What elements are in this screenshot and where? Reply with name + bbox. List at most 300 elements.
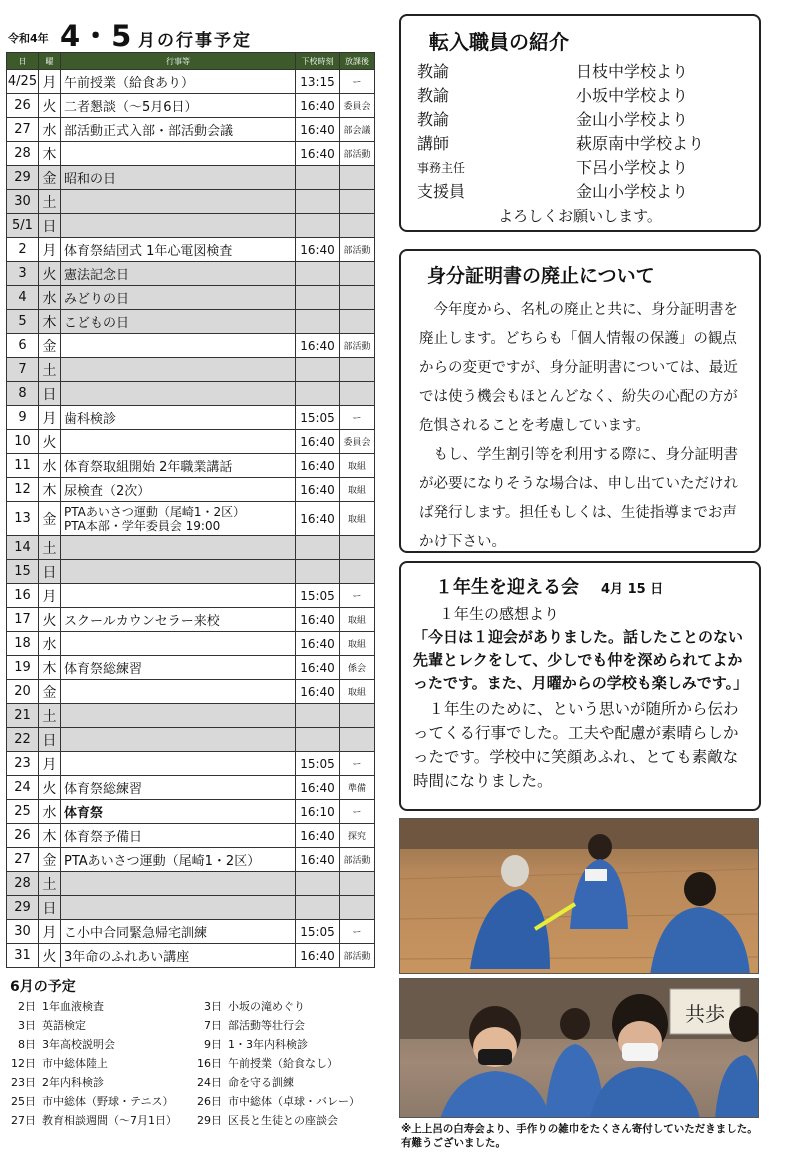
june-item — [192, 1074, 372, 1090]
schedule-event: 体育祭予備日 — [61, 824, 296, 848]
schedule-after-school: 取組 — [340, 502, 375, 536]
schedule-weekday: 火 — [39, 94, 61, 118]
header-event: 行事等 — [61, 53, 296, 70]
staff-previous-school: 下呂小学校より — [576, 158, 689, 177]
schedule-row — [7, 502, 375, 536]
schedule-dismissal-time: 13:15 — [296, 70, 340, 94]
june-item — [192, 1017, 372, 1033]
schedule-day: 19 — [7, 656, 39, 680]
schedule-weekday: 火 — [39, 776, 61, 800]
june-list — [6, 998, 376, 1128]
schedule-dismissal-time — [296, 262, 340, 286]
schedule-day: 21 — [7, 704, 39, 728]
june-item-date: 16日 — [197, 1057, 222, 1070]
schedule-table — [6, 52, 375, 968]
staff-closing: よろしくお願いします。 — [498, 207, 662, 225]
photo-students-game-drawing — [400, 819, 759, 974]
schedule-row — [7, 560, 375, 584]
schedule-event: スクールカウンセラー来校 — [61, 608, 296, 632]
schedule-event — [61, 896, 296, 920]
schedule-weekday: 木 — [39, 142, 61, 166]
schedule-row — [7, 704, 375, 728]
schedule-day: 18 — [7, 632, 39, 656]
schedule-row — [7, 214, 375, 238]
schedule-dismissal-time: 15:05 — [296, 920, 340, 944]
june-item-date: 9日 — [204, 1038, 222, 1051]
june-item-date: 25日 — [11, 1095, 36, 1108]
schedule-after-school: 部会議 — [340, 118, 375, 142]
staff-row — [401, 156, 759, 180]
schedule-day: 12 — [7, 478, 39, 502]
schedule-event — [61, 680, 296, 704]
welcome-title: １年生を迎える会 — [435, 577, 579, 598]
schedule-row — [7, 478, 375, 502]
june-item-text: 教育相談週間（～7月1日） — [42, 1114, 177, 1127]
staff-list — [401, 60, 759, 204]
schedule-weekday: 月 — [39, 752, 61, 776]
schedule-row — [7, 94, 375, 118]
schedule-row — [7, 70, 375, 94]
schedule-event: みどりの日 — [61, 286, 296, 310]
schedule-weekday: 水 — [39, 286, 61, 310]
welcome-date: 4月 15 日 — [601, 582, 664, 597]
schedule-day: 28 — [7, 872, 39, 896]
june-item — [192, 1112, 372, 1128]
schedule-weekday: 水 — [39, 800, 61, 824]
id-card-box — [399, 249, 761, 553]
schedule-body — [7, 70, 375, 968]
schedule-row — [7, 286, 375, 310]
schedule-weekday: 土 — [39, 536, 61, 560]
june-item-text: 1年血液検査 — [42, 1000, 104, 1013]
june-item — [6, 1017, 192, 1033]
schedule-weekday: 月 — [39, 238, 61, 262]
schedule-event: 体育祭取組開始 2年職業講話 — [61, 454, 296, 478]
schedule-dismissal-time: 16:40 — [296, 848, 340, 872]
schedule-dismissal-time: 16:40 — [296, 430, 340, 454]
staff-role: 教諭 — [417, 110, 450, 129]
june-item-text: 英語検定 — [42, 1019, 86, 1032]
schedule-dismissal-time: 16:40 — [296, 478, 340, 502]
schedule-after-school: 部活動 — [340, 848, 375, 872]
schedule-after-school: 部活動 — [340, 142, 375, 166]
schedule-event — [61, 142, 296, 166]
june-item-text: 1・3年内科検診 — [228, 1038, 308, 1051]
schedule-event: 体育祭総練習 — [61, 656, 296, 680]
schedule-day: 26 — [7, 824, 39, 848]
schedule-event — [61, 502, 296, 536]
schedule-weekday: 木 — [39, 824, 61, 848]
schedule-event: 午前授業（給食あり） — [61, 70, 296, 94]
schedule-dismissal-time: 16:40 — [296, 142, 340, 166]
schedule-weekday: 土 — [39, 190, 61, 214]
schedule-day: 5 — [7, 310, 39, 334]
june-item — [192, 1036, 372, 1052]
schedule-row — [7, 382, 375, 406]
schedule-day: 16 — [7, 584, 39, 608]
june-item-date: 24日 — [197, 1076, 222, 1089]
schedule-event — [61, 214, 296, 238]
schedule-event: こどもの日 — [61, 310, 296, 334]
schedule-event — [61, 584, 296, 608]
schedule-day: 30 — [7, 190, 39, 214]
schedule-after-school — [340, 560, 375, 584]
schedule-after-school — [340, 166, 375, 190]
schedule-row — [7, 166, 375, 190]
schedule-weekday: 金 — [39, 502, 61, 536]
schedule-day: 15 — [7, 560, 39, 584]
schedule-dismissal-time — [296, 358, 340, 382]
june-item-text: 部活動等壮行会 — [228, 1019, 305, 1032]
schedule-after-school: 取組 — [340, 478, 375, 502]
schedule-after-school: 委員会 — [340, 430, 375, 454]
june-item-date: 27日 — [11, 1114, 36, 1127]
schedule-weekday: 金 — [39, 680, 61, 704]
header-time: 下校時刻 — [296, 53, 340, 70]
schedule-dismissal-time: 16:40 — [296, 824, 340, 848]
schedule-day: 3 — [7, 262, 39, 286]
schedule-after-school: ー — [340, 752, 375, 776]
schedule-event: 尿検査（2次） — [61, 478, 296, 502]
schedule-row — [7, 848, 375, 872]
welcome-subtitle: １年生の感想より — [439, 605, 560, 623]
schedule-dismissal-time — [296, 214, 340, 238]
schedule-day: 9 — [7, 406, 39, 430]
schedule-day: 28 — [7, 142, 39, 166]
schedule-day: 27 — [7, 848, 39, 872]
schedule-weekday: 月 — [39, 920, 61, 944]
staff-previous-school: 日枝中学校より — [576, 62, 689, 81]
schedule-day: 31 — [7, 944, 39, 968]
staff-role: 事務主任 — [417, 161, 466, 175]
schedule-day: 2 — [7, 238, 39, 262]
schedule-row — [7, 776, 375, 800]
june-item — [6, 998, 192, 1014]
schedule-row — [7, 142, 375, 166]
schedule-dismissal-time: 16:40 — [296, 656, 340, 680]
schedule-dismissal-time: 16:10 — [296, 800, 340, 824]
schedule-weekday: 日 — [39, 382, 61, 406]
staff-role: 支援員 — [417, 182, 466, 201]
staff-previous-school: 金山小学校より — [576, 182, 689, 201]
schedule-row — [7, 334, 375, 358]
schedule-row — [7, 406, 375, 430]
schedule-day: 4 — [7, 286, 39, 310]
schedule-event — [61, 358, 296, 382]
schedule-event — [61, 334, 296, 358]
header-dow: 曜 — [39, 53, 61, 70]
schedule-event: 憲法記念日 — [61, 262, 296, 286]
schedule-day: 5/1 — [7, 214, 39, 238]
june-item — [192, 1093, 372, 1109]
schedule-dismissal-time — [296, 536, 340, 560]
schedule-dismissal-time: 16:40 — [296, 776, 340, 800]
schedule-event — [61, 382, 296, 406]
schedule-event — [61, 190, 296, 214]
june-item-text: 小坂の滝めぐり — [228, 1000, 305, 1013]
id-card-text — [401, 296, 759, 557]
schedule-event — [61, 704, 296, 728]
schedule-dismissal-time: 16:40 — [296, 238, 340, 262]
june-item-text: 市中総体陸上 — [42, 1057, 108, 1070]
schedule-row — [7, 752, 375, 776]
staff-previous-school: 萩原南中学校より — [576, 134, 705, 153]
schedule-after-school — [340, 896, 375, 920]
schedule-row — [7, 896, 375, 920]
schedule-day: 22 — [7, 728, 39, 752]
june-item-text: 午前授業（給食なし） — [228, 1057, 338, 1070]
schedule-weekday: 水 — [39, 454, 61, 478]
schedule-row — [7, 656, 375, 680]
welcome-event-box — [399, 561, 761, 811]
schedule-dismissal-time — [296, 286, 340, 310]
schedule-event: 体育祭 — [61, 800, 296, 824]
schedule-dismissal-time — [296, 382, 340, 406]
id-card-title: 身分証明書の廃止について — [427, 265, 655, 287]
schedule-dismissal-time: 16:40 — [296, 94, 340, 118]
schedule-row — [7, 920, 375, 944]
schedule-after-school — [340, 190, 375, 214]
schedule-day: 7 — [7, 358, 39, 382]
schedule-row — [7, 238, 375, 262]
schedule-dismissal-time: 16:40 — [296, 502, 340, 536]
june-item — [192, 998, 372, 1014]
schedule-after-school: 取組 — [340, 680, 375, 704]
staff-role: 教諭 — [417, 62, 450, 81]
june-item-text: 命を守る訓練 — [228, 1076, 294, 1089]
june-item-date: 12日 — [11, 1057, 36, 1070]
photo-students-game — [399, 818, 759, 974]
schedule-after-school: ー — [340, 406, 375, 430]
schedule-weekday: 金 — [39, 848, 61, 872]
schedule-row — [7, 584, 375, 608]
schedule-after-school: 探究 — [340, 824, 375, 848]
schedule-day: 30 — [7, 920, 39, 944]
schedule-row — [7, 800, 375, 824]
schedule-dismissal-time — [296, 310, 340, 334]
schedule-row — [7, 608, 375, 632]
schedule-dismissal-time — [296, 190, 340, 214]
schedule-day: 29 — [7, 896, 39, 920]
june-item-date: 3日 — [18, 1019, 36, 1032]
schedule-after-school: 部活動 — [340, 334, 375, 358]
june-item-date: 26日 — [197, 1095, 222, 1108]
schedule-after-school: 取組 — [340, 632, 375, 656]
schedule-after-school: 係会 — [340, 656, 375, 680]
june-item-text: 2年内科検診 — [42, 1076, 104, 1089]
schedule-row — [7, 944, 375, 968]
schedule-day: 6 — [7, 334, 39, 358]
staff-role: 講師 — [417, 134, 450, 153]
june-item-text: 3年高校説明会 — [42, 1038, 115, 1051]
schedule-after-school — [340, 382, 375, 406]
title-months: 4・5 — [60, 19, 133, 53]
schedule-weekday: 木 — [39, 478, 61, 502]
header-day: 日 — [7, 53, 39, 70]
schedule-day: 4/25 — [7, 70, 39, 94]
schedule-day: 11 — [7, 454, 39, 478]
june-item — [192, 1055, 372, 1071]
schedule-dismissal-time: 16:40 — [296, 334, 340, 358]
staff-role: 教諭 — [417, 86, 450, 105]
schedule-day: 26 — [7, 94, 39, 118]
schedule-after-school — [340, 536, 375, 560]
schedule-weekday: 金 — [39, 166, 61, 190]
schedule-weekday: 月 — [39, 406, 61, 430]
schedule-dismissal-time: 16:40 — [296, 944, 340, 968]
schedule-weekday: 水 — [39, 632, 61, 656]
schedule-dismissal-time — [296, 896, 340, 920]
schedule-event — [61, 430, 296, 454]
welcome-body — [401, 695, 759, 793]
schedule-event — [61, 560, 296, 584]
photo-students-assembly — [399, 978, 759, 1118]
schedule-event: 体育祭結団式 1年心電図検査 — [61, 238, 296, 262]
schedule-event — [61, 728, 296, 752]
schedule-event: 部活動正式入部・部活動会議 — [61, 118, 296, 142]
june-item-date: 3日 — [204, 1000, 222, 1013]
sign-text: 共歩 — [685, 1002, 725, 1026]
id-card-paragraph-1: 今年度から、名札の廃止と共に、身分証明書を廃止します。どちらも「個人情報の保護」の観点からの変更ですが、身分証明書については、最近では使う機会もほとんどなく、紛失の心配の方が危惧されることを考慮しています。 — [419, 302, 738, 434]
june-item — [6, 1055, 192, 1071]
welcome-body-text: １年生のために、という思いが随所から伝わってくる行事でした。工夫や配慮が素晴らしかったです。学校中に笑顔あふれ、とても素敵な時間になりました。 — [413, 700, 739, 790]
schedule-weekday: 日 — [39, 896, 61, 920]
schedule-dismissal-time: 15:05 — [296, 406, 340, 430]
photo-students-assembly-drawing — [400, 979, 759, 1118]
schedule-event: 歯科検診 — [61, 406, 296, 430]
title-suffix: 月の行事予定 — [138, 31, 252, 51]
schedule-row — [7, 430, 375, 454]
schedule-weekday: 土 — [39, 704, 61, 728]
schedule-dismissal-time: 16:40 — [296, 454, 340, 478]
schedule-after-school: 取組 — [340, 454, 375, 478]
schedule-after-school — [340, 728, 375, 752]
june-item-text: 市中総体（野球・テニス） — [42, 1095, 174, 1108]
schedule-weekday: 火 — [39, 430, 61, 454]
schedule-row — [7, 872, 375, 896]
schedule-weekday: 日 — [39, 728, 61, 752]
schedule-row — [7, 536, 375, 560]
schedule-day: 29 — [7, 166, 39, 190]
schedule-dismissal-time — [296, 166, 340, 190]
june-item — [6, 1093, 192, 1109]
new-staff-title: 転入職員の紹介 — [429, 30, 569, 54]
schedule-day: 14 — [7, 536, 39, 560]
schedule-event-line: PTA本部・学年委員会 19:00 — [64, 518, 221, 533]
schedule-day: 23 — [7, 752, 39, 776]
staff-row — [401, 60, 759, 84]
schedule-after-school: 部活動 — [340, 944, 375, 968]
schedule-header-row — [7, 53, 375, 70]
schedule-after-school — [340, 214, 375, 238]
schedule-after-school — [340, 704, 375, 728]
june-item — [6, 1112, 192, 1128]
schedule-after-school: ー — [340, 70, 375, 94]
schedule-dismissal-time — [296, 728, 340, 752]
schedule-day: 20 — [7, 680, 39, 704]
schedule-title — [6, 8, 376, 52]
schedule-day: 10 — [7, 430, 39, 454]
june-item-date: 23日 — [11, 1076, 36, 1089]
schedule-event: 3年命のふれあい講座 — [61, 944, 296, 968]
new-staff-box — [399, 14, 761, 232]
schedule-row — [7, 680, 375, 704]
schedule-row — [7, 454, 375, 478]
schedule-day: 17 — [7, 608, 39, 632]
schedule-weekday: 火 — [39, 262, 61, 286]
schedule-weekday: 火 — [39, 944, 61, 968]
june-item-text: 市中総体（卓球・バレー） — [228, 1095, 360, 1108]
schedule-weekday: 木 — [39, 656, 61, 680]
staff-row — [401, 180, 759, 204]
staff-row — [401, 84, 759, 108]
schedule-row — [7, 118, 375, 142]
schedule-event: こ小中合同緊急帰宅訓練 — [61, 920, 296, 944]
schedule-dismissal-time — [296, 560, 340, 584]
schedule-event — [61, 536, 296, 560]
schedule-dismissal-time — [296, 704, 340, 728]
schedule-weekday: 水 — [39, 118, 61, 142]
schedule-column — [6, 8, 376, 1128]
schedule-row — [7, 824, 375, 848]
schedule-day: 8 — [7, 382, 39, 406]
schedule-weekday: 土 — [39, 872, 61, 896]
schedule-dismissal-time — [296, 872, 340, 896]
schedule-weekday: 木 — [39, 310, 61, 334]
schedule-dismissal-time: 16:40 — [296, 118, 340, 142]
schedule-row — [7, 632, 375, 656]
schedule-row — [7, 728, 375, 752]
schedule-after-school: ー — [340, 800, 375, 824]
schedule-after-school: ー — [340, 920, 375, 944]
student-quote: 「今日は１迎会がありました。話したことのない先輩とレクをして、少しでも仲を深められてよかったです。また、月曜からの学校も楽しみです。」 — [413, 628, 749, 692]
schedule-dismissal-time: 15:05 — [296, 584, 340, 608]
welcome-title-row — [435, 573, 759, 599]
header-after: 放課後 — [340, 53, 375, 70]
schedule-after-school: ー — [340, 584, 375, 608]
schedule-row — [7, 310, 375, 334]
schedule-event — [61, 752, 296, 776]
june-item — [6, 1036, 192, 1052]
schedule-event: 二者懇談（～5月6日） — [61, 94, 296, 118]
schedule-weekday: 金 — [39, 334, 61, 358]
schedule-after-school — [340, 872, 375, 896]
schedule-event: 昭和の日 — [61, 166, 296, 190]
schedule-after-school: 取組 — [340, 608, 375, 632]
schedule-after-school: 部活動 — [340, 238, 375, 262]
june-item-text: 区長と生徒との座談会 — [228, 1114, 338, 1127]
june-item-date: 7日 — [204, 1019, 222, 1032]
schedule-after-school — [340, 262, 375, 286]
photo-caption: ※上上呂の白寿会より、手作りの雑巾をたくさん寄付していただきました。有難うございました。 — [401, 1123, 758, 1149]
schedule-weekday: 日 — [39, 214, 61, 238]
schedule-weekday: 月 — [39, 584, 61, 608]
schedule-event-line: PTAあいさつ運動（尾崎1・2区） — [64, 504, 246, 519]
schedule-row — [7, 262, 375, 286]
schedule-dismissal-time: 16:40 — [296, 632, 340, 656]
schedule-day: 24 — [7, 776, 39, 800]
id-card-paragraph-2: もし、学生割引等を利用する際に、身分証明書が必要になりそうな場合は、申し出ていただければ発行します。担任もしくは、生徒指導までお声かけ下さい。 — [419, 447, 738, 550]
june-item-date: 8日 — [18, 1038, 36, 1051]
schedule-weekday: 月 — [39, 70, 61, 94]
june-item-date: 2日 — [18, 1000, 36, 1013]
schedule-day: 13 — [7, 502, 39, 536]
schedule-after-school — [340, 286, 375, 310]
schedule-event: 体育祭総練習 — [61, 776, 296, 800]
schedule-row — [7, 190, 375, 214]
schedule-event: PTAあいさつ運動（尾崎1・2区） — [61, 848, 296, 872]
schedule-dismissal-time: 16:40 — [296, 608, 340, 632]
